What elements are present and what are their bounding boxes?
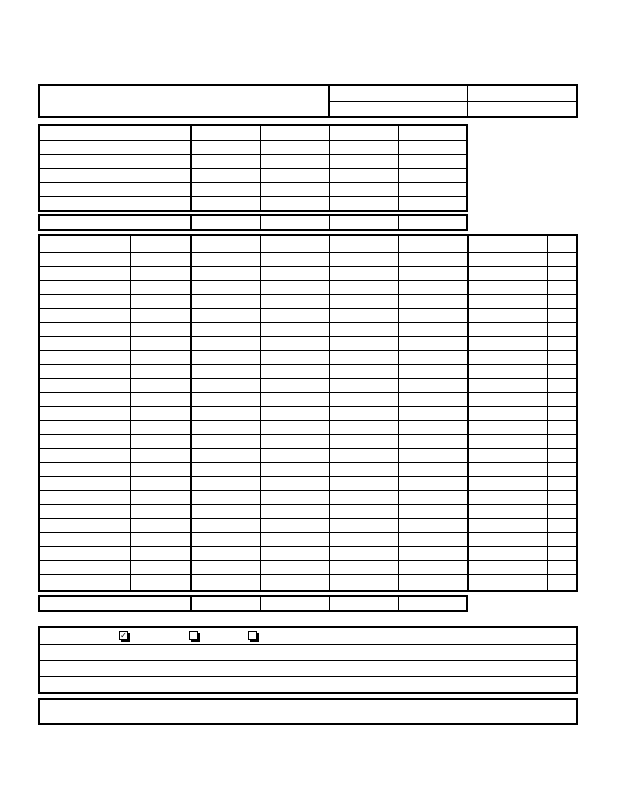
column-divider	[398, 236, 399, 590]
row-divider	[40, 252, 576, 253]
row-divider	[40, 294, 576, 295]
row-divider	[40, 154, 466, 155]
column-divider	[190, 597, 192, 610]
detail-total-row	[38, 595, 468, 612]
column-divider	[329, 597, 330, 610]
row-divider	[40, 560, 576, 561]
row-divider	[40, 644, 576, 645]
row-divider	[40, 168, 466, 169]
row-divider	[40, 434, 576, 435]
row-divider	[40, 420, 576, 421]
summary-table	[38, 124, 468, 212]
row-divider	[40, 140, 466, 141]
row-divider	[40, 462, 576, 463]
column-divider	[190, 216, 192, 229]
column-divider	[260, 597, 261, 610]
row-divider	[40, 280, 576, 281]
row-divider	[40, 532, 576, 533]
row-divider	[40, 308, 576, 309]
row-divider	[40, 378, 576, 379]
row-divider	[40, 266, 576, 267]
detail-table	[38, 234, 578, 592]
column-divider	[130, 236, 131, 590]
column-divider	[467, 236, 469, 590]
column-divider	[190, 236, 192, 590]
column-divider	[329, 236, 330, 590]
empty-box-icon[interactable]	[189, 631, 198, 640]
row-divider	[40, 490, 576, 491]
footer-box	[38, 698, 578, 725]
row-divider	[40, 182, 466, 183]
row-divider	[40, 350, 576, 351]
row-divider	[40, 336, 576, 337]
row-divider	[40, 676, 576, 677]
column-divider	[329, 216, 330, 229]
column-divider	[260, 216, 261, 229]
row-divider	[40, 574, 576, 575]
empty-box-icon[interactable]	[248, 631, 257, 640]
row-divider	[40, 448, 576, 449]
row-divider	[40, 660, 576, 661]
summary-total-row	[38, 214, 468, 231]
row-divider	[40, 364, 576, 365]
row-divider	[40, 406, 576, 407]
row-divider	[40, 392, 576, 393]
header-rule	[330, 101, 576, 102]
checked-box-icon[interactable]: ✓	[120, 631, 127, 640]
column-divider	[260, 236, 261, 590]
header-box	[38, 84, 578, 118]
row-divider	[40, 546, 576, 547]
column-divider	[547, 236, 548, 590]
row-divider	[40, 196, 466, 197]
column-divider	[398, 597, 399, 610]
column-divider	[398, 216, 399, 229]
row-divider	[40, 518, 576, 519]
row-divider	[40, 504, 576, 505]
options-box	[38, 626, 578, 694]
row-divider	[40, 476, 576, 477]
row-divider	[40, 322, 576, 323]
